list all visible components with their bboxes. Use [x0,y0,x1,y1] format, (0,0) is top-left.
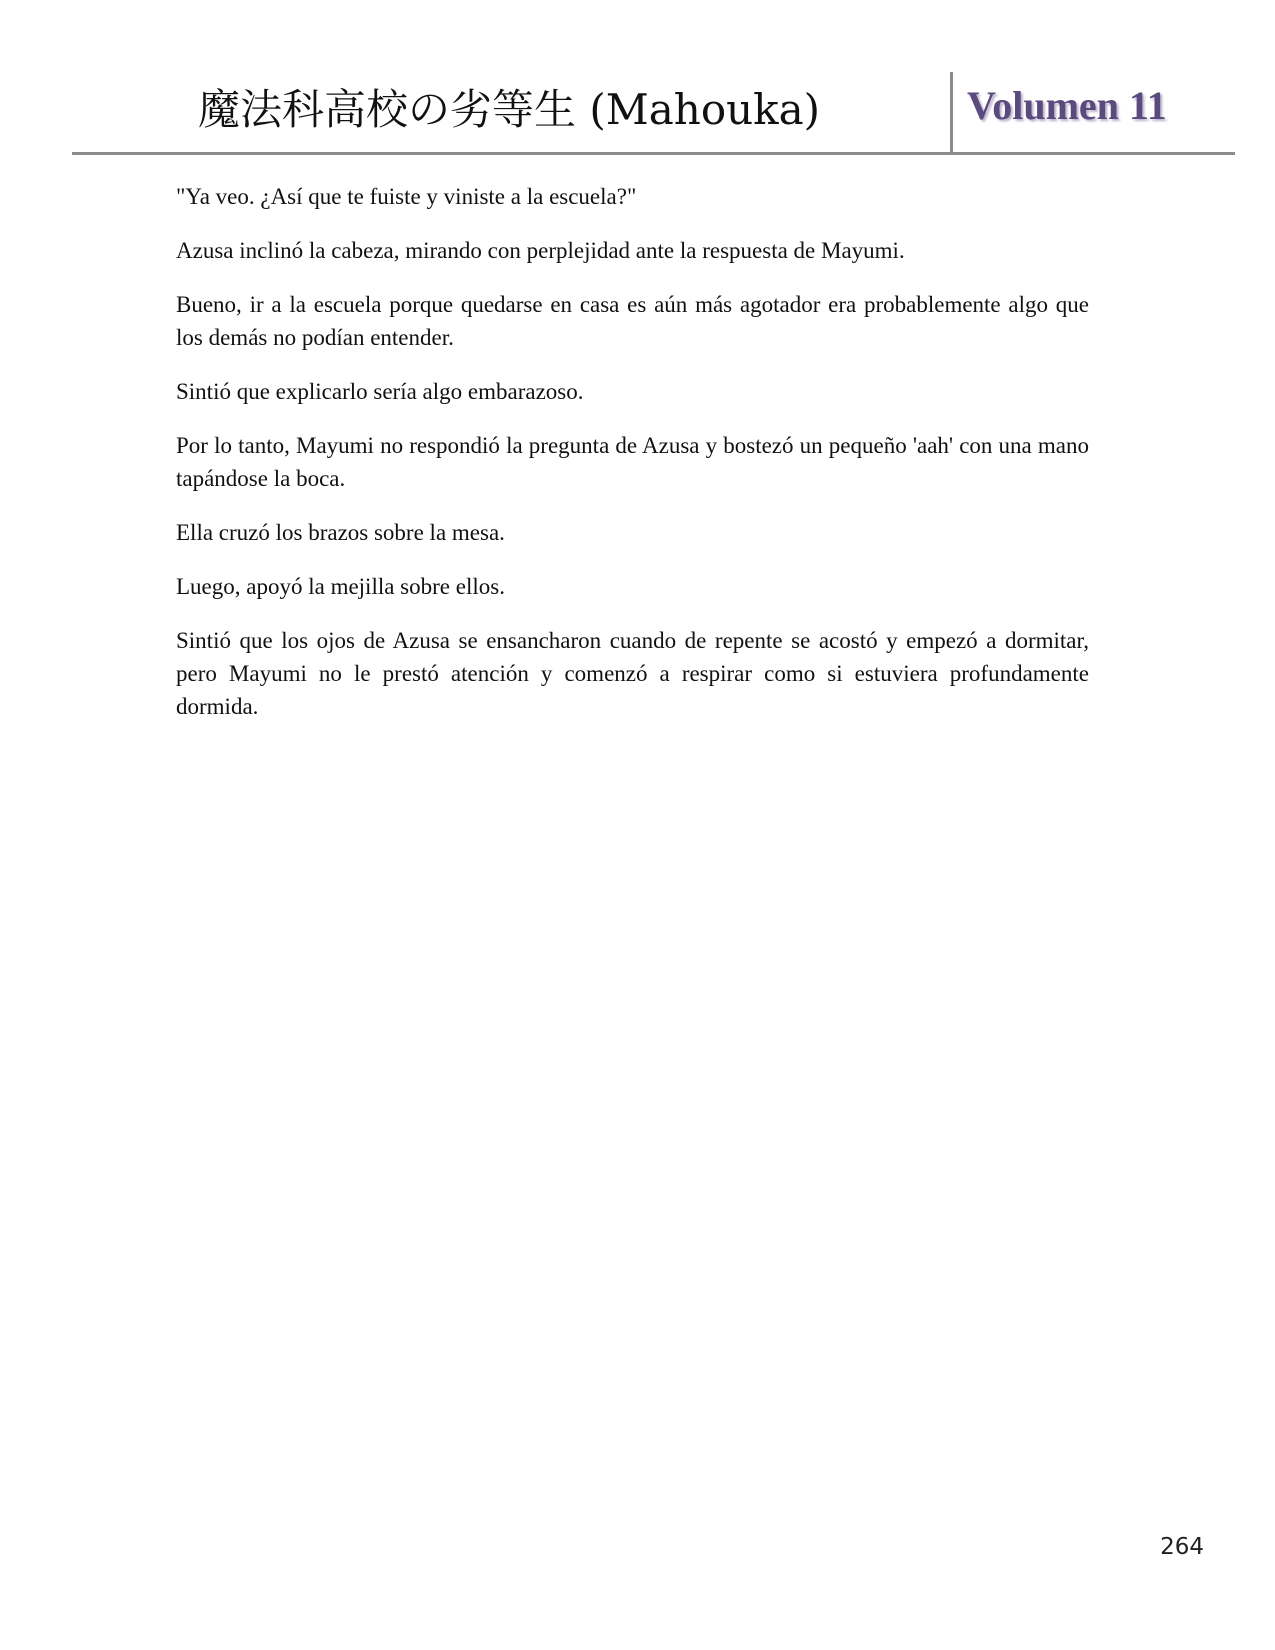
paragraph: Azusa inclinó la cabeza, mirando con perplejidad ante la respuesta de Mayumi. [176,238,905,263]
paragraph: Sintió que explicarlo sería algo embarazoso. [176,379,584,404]
page-header [72,60,1235,155]
book-title: 魔法科高校の劣等生 (Mahouka) [198,85,821,134]
paragraph: Luego, apoyó la mejilla sobre ellos. [176,574,505,599]
paragraph: Sintió que los ojos de Azusa se ensancharon cuando de repente se acostó y empezó a dormitar, pero Mayumi no le prestó atención y comenzó a respirar como si estuviera profundamente dormida. [176,628,1089,719]
paragraph: Ella cruzó los brazos sobre la mesa. [176,520,505,545]
header-divider [950,72,953,152]
paragraph: "Ya veo. ¿Así que te fuiste y viniste a la escuela?" [176,184,637,209]
volume-label: Volumen 11 [967,83,1167,128]
page-number: 264 [1160,1534,1204,1560]
body-text [176,180,1089,744]
paragraph: Bueno, ir a la escuela porque quedarse en casa es aún más agotador era probablemente algo que los demás no podían entender. [176,292,1089,350]
paragraph: Por lo tanto, Mayumi no respondió la pregunta de Azusa y bostezó un pequeño 'aah' con una mano tapándose la boca. [176,433,1089,491]
